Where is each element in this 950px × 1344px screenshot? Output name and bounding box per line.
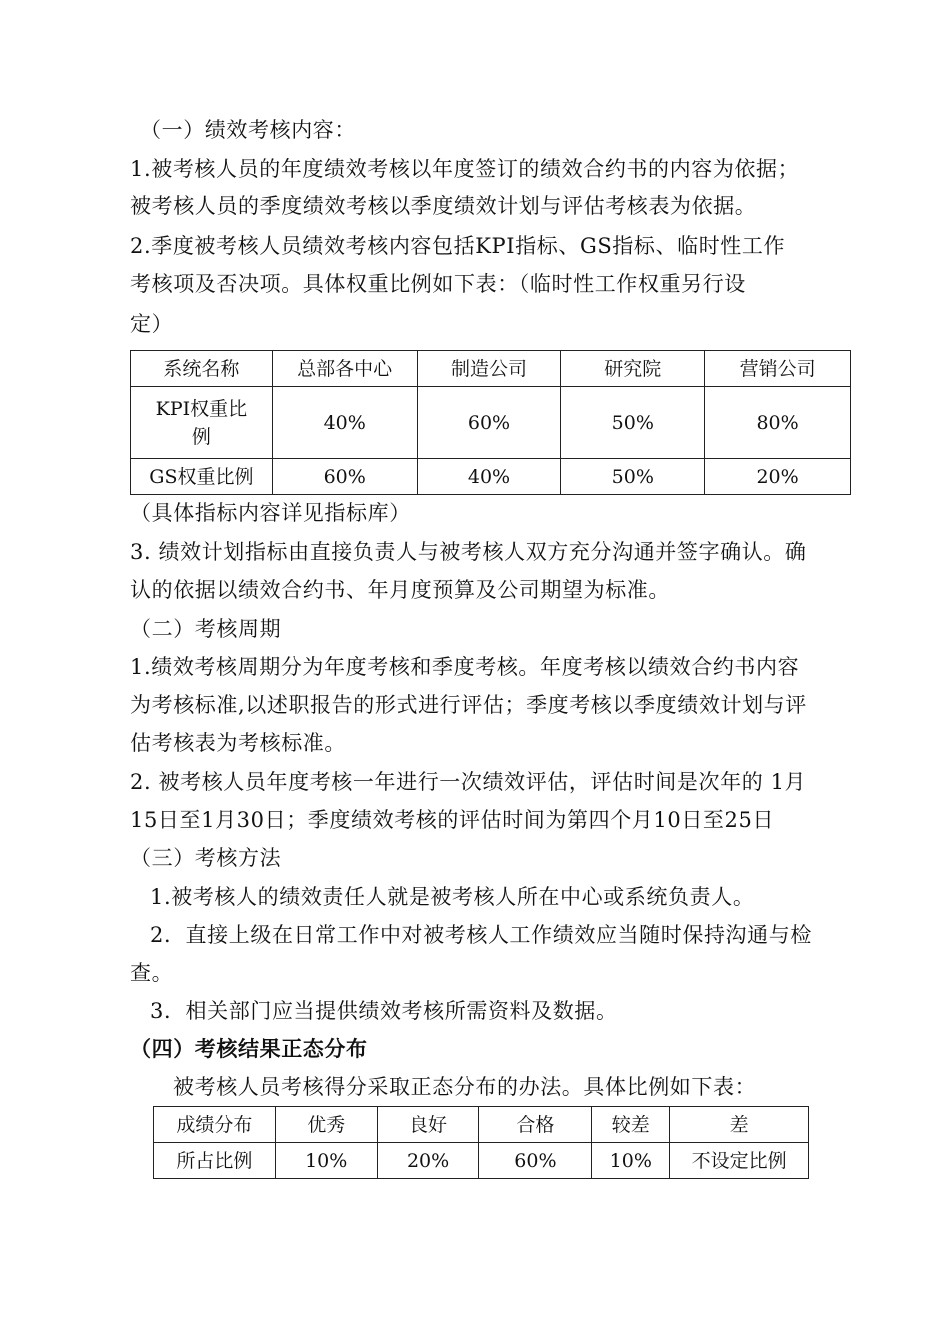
sec2-para2-line2: 15日至1月30日；季度绩效考核的评估时间为第四个月10日至25日 (130, 808, 775, 832)
sec1-para1-line1: 1.被考核人员的年度绩效考核以年度签订的绩效合约书的内容为依据； (130, 157, 800, 181)
header-cell: 制造公司 (417, 351, 561, 387)
section-2-heading: （二）考核周期 (130, 617, 282, 641)
sec4-intro: 被考核人员考核得分采取正态分布的办法。具体比例如下表： (173, 1075, 757, 1099)
section-4-heading: （四）考核结果正态分布 (130, 1036, 368, 1061)
section-3-heading: （三）考核方法 (130, 846, 282, 870)
sec1-para2-line3: 定） (130, 312, 174, 336)
header-cell: 成绩分布 (154, 1107, 276, 1143)
sec3-item1: 1.被考核人的绩效责任人就是被考核人所在中心或系统负责人。 (150, 885, 755, 909)
section-1-heading: （一）绩效考核内容： (140, 118, 356, 142)
header-cell: 总部各中心 (272, 351, 417, 387)
header-cell: 较差 (592, 1107, 670, 1143)
header-cell: 差 (670, 1107, 809, 1143)
sec1-para3-line2: 认的依据以绩效合约书、年月度预算及公司期望为标准。 (130, 578, 670, 602)
sec2-para1-line2: 为考核标准,以述职报告的形式进行评估；季度考核以季度绩效计划与评 (130, 693, 807, 717)
header-cell: 系统名称 (131, 351, 273, 387)
table-cell: 10% (275, 1143, 377, 1179)
table-cell: 20% (377, 1143, 479, 1179)
gs-weight-row (131, 459, 851, 495)
distribution-header-row (154, 1107, 809, 1143)
sec3-item2-line1: 2．直接上级在日常工作中对被考核人工作绩效应当随时保持沟通与检 (150, 923, 812, 947)
distribution-table (153, 1106, 809, 1179)
table-cell: 20% (705, 459, 851, 495)
sec1-para1-line2: 被考核人员的季度绩效考核以季度绩效计划与评估考核表为依据。 (130, 194, 757, 218)
sec1-para2-line1: 2.季度被考核人员绩效考核内容包括KPI指标、GS指标、临时性工作 (130, 234, 786, 258)
table-cell: 10% (592, 1143, 670, 1179)
sec2-para2-line1: 2. 被考核人员年度考核一年进行一次绩效评估，评估时间是次年的 1月 (130, 770, 807, 794)
distribution-value-row (154, 1143, 809, 1179)
sec2-para1-line3: 估考核表为考核标准。 (130, 731, 346, 755)
table-cell: 不设定比例 (670, 1143, 809, 1179)
table-cell: 60% (479, 1143, 592, 1179)
sec1-para3-line1: 3. 绩效计划指标由直接负责人与被考核人双方充分沟通并签字确认。确 (130, 540, 807, 564)
kpi-weight-row (131, 387, 851, 459)
header-cell: 研究院 (561, 351, 705, 387)
header-cell: 良好 (377, 1107, 479, 1143)
table-cell: 50% (561, 387, 705, 459)
sec3-item3: 3．相关部门应当提供绩效考核所需资料及数据。 (150, 999, 618, 1023)
gs-weight-label: GS权重比例 (131, 459, 273, 495)
table-cell: 40% (417, 459, 561, 495)
kpi-label-line2: 例 (191, 425, 211, 448)
weight-table-header-row (131, 351, 851, 387)
sec2-para1-line1: 1.绩效考核周期分为年度考核和季度考核。年度考核以绩效合约书内容 (130, 655, 800, 679)
table-cell: 40% (272, 387, 417, 459)
table-cell: 60% (272, 459, 417, 495)
kpi-label-line1: KPI权重比 (155, 397, 248, 420)
sec3-item2-line2: 查。 (130, 961, 174, 985)
sec1-para2-line2: 考核项及否决项。具体权重比例如下表：（临时性工作权重另行设 (130, 272, 746, 296)
table-note: （具体指标内容详见指标库） (130, 501, 411, 525)
header-cell: 合格 (479, 1107, 592, 1143)
table-cell: 所占比例 (154, 1143, 276, 1179)
header-cell: 优秀 (275, 1107, 377, 1143)
kpi-weight-label (131, 387, 273, 459)
header-cell: 营销公司 (705, 351, 851, 387)
table-cell: 50% (561, 459, 705, 495)
weight-table (130, 350, 851, 495)
table-cell: 80% (705, 387, 851, 459)
table-cell: 60% (417, 387, 561, 459)
